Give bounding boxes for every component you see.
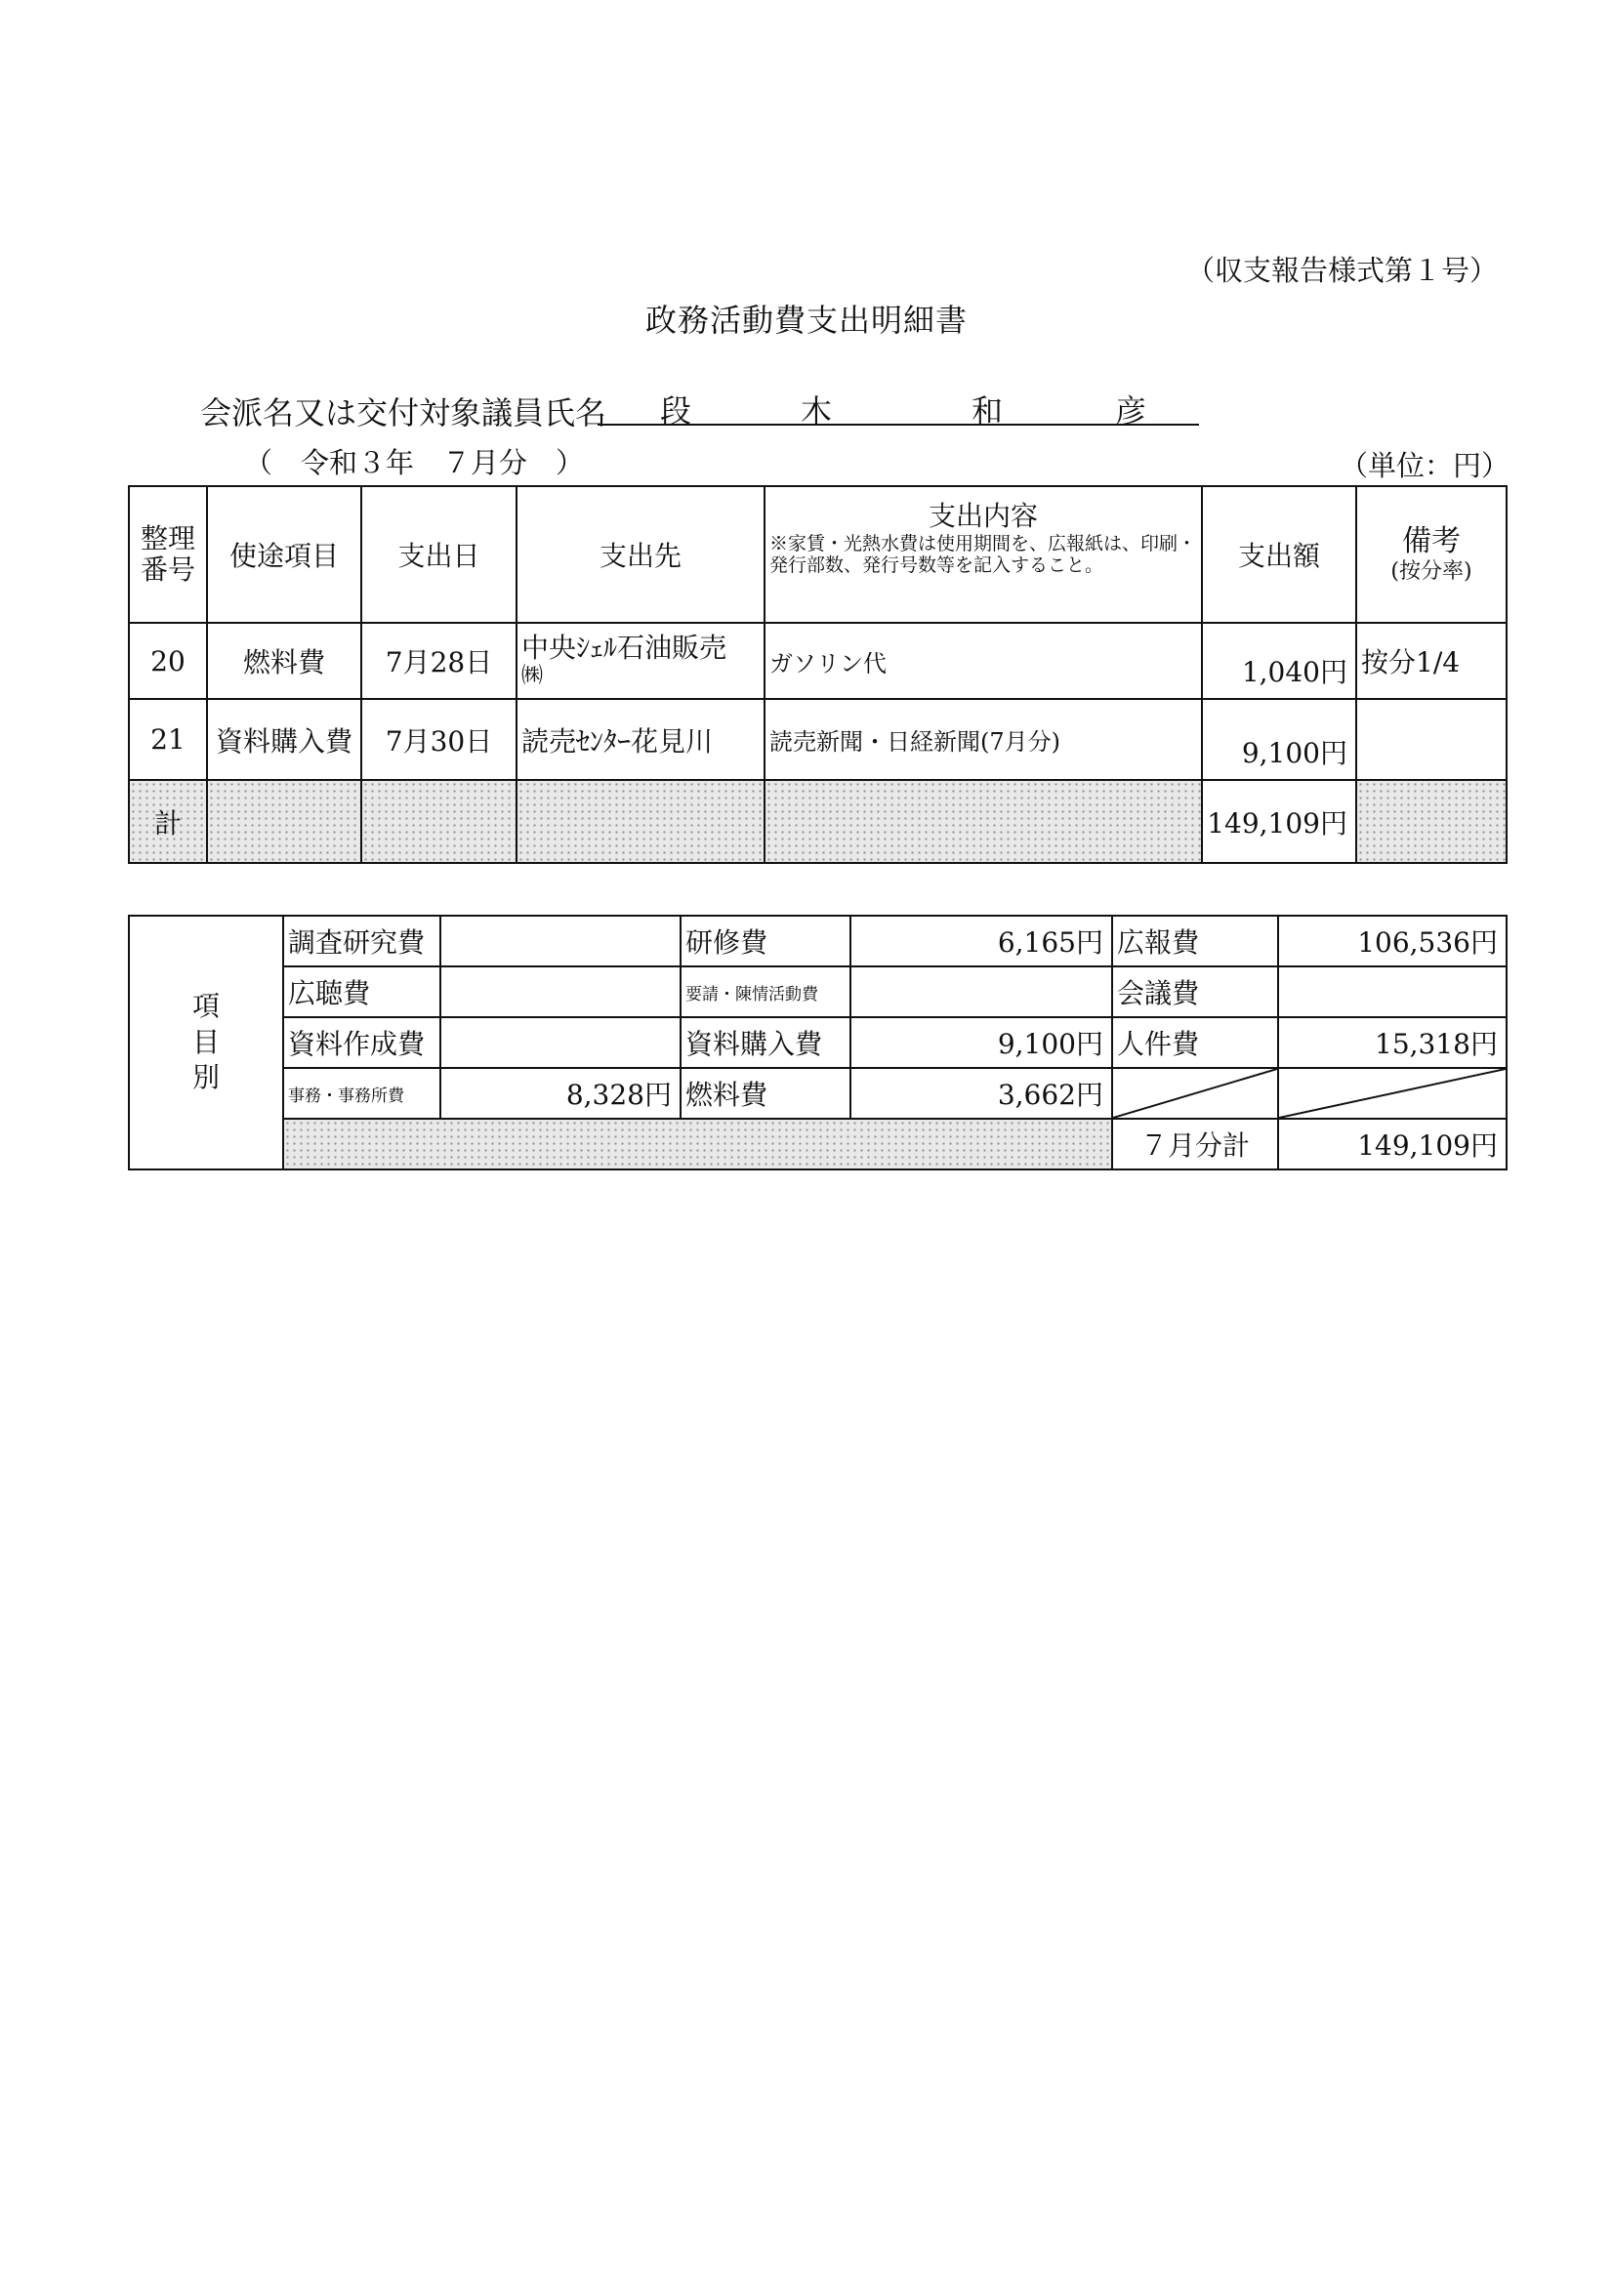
row-payee-line1: 中央ｼｪﾙ石油販売 [521,632,727,665]
header-content [765,486,1202,623]
document-title: 政務活動費支出明細書 [644,302,968,339]
header-content-title: 支出内容 [928,500,1038,532]
name-char-2: 木 [801,392,833,430]
meeting-value [1278,966,1507,1017]
petition-label: 要請・陳情活動費 [681,966,850,1017]
header-payee: 支出先 [517,486,765,623]
meeting-label: 会議費 [1112,966,1278,1017]
row-date: 7月30日 [361,699,517,780]
total-blank [361,780,517,863]
header-no [129,486,207,623]
fuel-value: 3,662円 [850,1068,1112,1119]
summary-side-label [129,916,283,1169]
row-remarks [1356,699,1507,780]
month-total-value: 149,109円 [1278,1119,1507,1169]
name-label: 会派名又は交付対象議員氏名 [200,394,607,431]
row-payee: 読売ｾﾝﾀｰ花見川 [517,699,765,780]
table-row [129,699,1507,780]
side-char-1: 項 [191,990,220,1023]
total-amount: 149,109円 [1202,780,1356,863]
row-amount: 1,040円 [1202,623,1356,699]
header-date: 支出日 [361,486,517,623]
row-content: 読売新聞・日経新聞(7月分) [765,699,1202,780]
material-buy-label: 資料購入費 [681,1017,850,1068]
research-value [440,916,681,966]
header-no-line1: 整理 [140,521,195,554]
summary-blank-shaded [283,1119,1112,1169]
total-label: 計 [129,780,207,863]
material-make-value [440,1017,681,1068]
diagonal-blank-cell [1278,1068,1507,1119]
category-summary-table [128,915,1508,1170]
row-payee-line2: ㈱ [521,664,544,689]
side-char-2: 目 [191,1025,220,1058]
header-remarks-title: 備考 [1402,524,1461,559]
office-label: 事務・事務所費 [283,1068,440,1119]
training-value: 6,165円 [850,916,1112,966]
pr-value: 106,536円 [1278,916,1507,966]
row-category: 燃料費 [207,623,361,699]
header-content-note: ※家賃・光熱水費は使用期間を、広報紙は、印刷・発行部数、発行号数等を記入すること。 [769,533,1197,576]
row-no: 20 [129,623,207,699]
personnel-label: 人件費 [1112,1017,1278,1068]
hearing-label: 広聴費 [283,966,440,1017]
diagonal-line [1113,1069,1277,1118]
total-blank [207,780,361,863]
total-blank [517,780,765,863]
side-char-3: 別 [191,1061,220,1094]
row-no: 21 [129,699,207,780]
personnel-value: 15,318円 [1278,1017,1507,1068]
material-make-label: 資料作成費 [283,1017,440,1068]
row-remarks: 按分1/4 [1356,623,1507,699]
row-category: 資料購入費 [207,699,361,780]
report-period: （ 令和３年 ７月分 ） [244,446,585,479]
header-amount: 支出額 [1202,486,1356,623]
unit-label: （単位：円） [1340,449,1510,482]
row-amount: 9,100円 [1202,699,1356,780]
petition-value [850,966,1112,1017]
form-number: （収支報告様式第１号） [1186,254,1499,287]
month-total-label: ７月分計 [1112,1119,1278,1169]
total-row [129,780,1507,863]
detail-header-row [129,486,1507,623]
row-date: 7月28日 [361,623,517,699]
diagonal-blank-cell [1112,1068,1278,1119]
total-blank [765,780,1202,863]
table-row [129,623,1507,699]
material-buy-value: 9,100円 [850,1017,1112,1068]
hearing-value [440,966,681,1017]
header-remarks [1356,486,1507,623]
pr-label: 広報費 [1112,916,1278,966]
row-content: ガソリン代 [765,623,1202,699]
row-payee [517,623,765,699]
name-char-4: 彦 [1115,392,1147,430]
research-label: 調査研究費 [283,916,440,966]
header-remarks-sub: (按分率) [1390,558,1472,584]
office-value: 8,328円 [440,1068,681,1119]
fuel-label: 燃料費 [681,1068,850,1119]
name-char-3: 和 [972,392,1004,430]
expense-detail-table [128,485,1508,864]
training-label: 研修費 [681,916,850,966]
header-no-line2: 番号 [140,554,195,586]
header-category: 使途項目 [207,486,361,623]
diagonal-line [1279,1069,1506,1118]
name-char-1: 段 [660,392,692,430]
total-blank [1356,780,1507,863]
